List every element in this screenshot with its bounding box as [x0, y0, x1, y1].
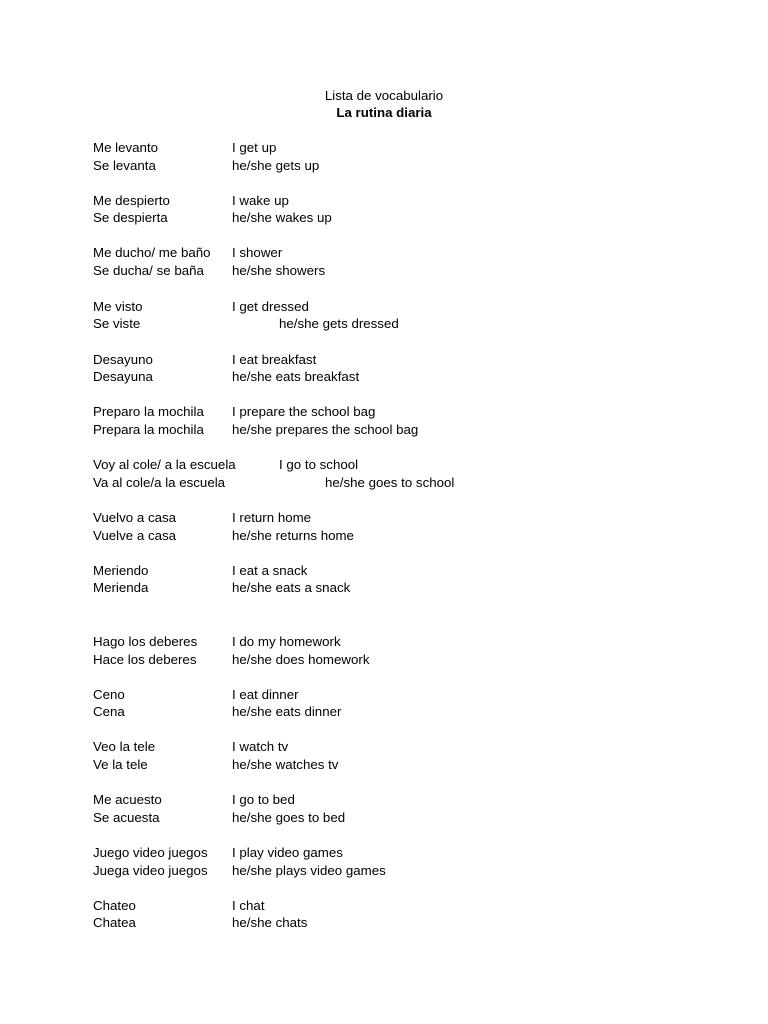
spanish-term: Me acuesto: [93, 792, 162, 807]
vocab-row: [0, 369, 768, 385]
vocab-row: [0, 863, 768, 879]
vocab-row: [0, 687, 768, 703]
spanish-term: Chateo: [93, 898, 136, 913]
english-translation: he/she gets dressed: [279, 316, 399, 331]
vocab-row: [0, 140, 768, 156]
english-translation: I get dressed: [232, 299, 309, 314]
english-translation: he/she prepares the school bag: [232, 422, 419, 437]
spanish-term: Meriendo: [93, 563, 149, 578]
english-translation: he/she chats: [232, 915, 308, 930]
document-subtitle: La rutina diaria: [336, 105, 432, 120]
vocab-row: [0, 915, 768, 931]
vocab-row: [0, 528, 768, 544]
spanish-term: Merienda: [93, 580, 149, 595]
english-translation: I do my homework: [232, 634, 341, 649]
spanish-term: Desayuna: [93, 369, 153, 384]
spanish-term: Juego video juegos: [93, 845, 208, 860]
vocab-row: [0, 316, 768, 332]
spanish-term: Hace los deberes: [93, 652, 197, 667]
english-translation: I eat a snack: [232, 563, 308, 578]
english-translation: I go to bed: [232, 792, 295, 807]
english-translation: I chat: [232, 898, 265, 913]
vocab-row: [0, 580, 768, 596]
vocab-row: [0, 757, 768, 773]
vocab-row: [0, 704, 768, 720]
english-translation: he/she plays video games: [232, 863, 386, 878]
vocab-row: [0, 810, 768, 826]
vocab-row: [0, 263, 768, 279]
spanish-term: Se levanta: [93, 158, 156, 173]
vocab-row: [0, 352, 768, 368]
spanish-term: Vuelve a casa: [93, 528, 177, 543]
english-translation: he/she watches tv: [232, 757, 339, 772]
spanish-term: Cena: [93, 704, 125, 719]
document-title: Lista de vocabulario: [324, 88, 444, 103]
english-translation: he/she eats dinner: [232, 704, 342, 719]
english-translation: I eat breakfast: [232, 352, 317, 367]
spanish-term: Va al cole/a la escuela: [93, 475, 226, 490]
vocab-row: [0, 299, 768, 315]
spanish-term: Se ducha/ se baña: [93, 263, 204, 278]
english-translation: he/she returns home: [232, 528, 354, 543]
spanish-term: Voy al cole/ a la escuela: [93, 457, 236, 472]
spanish-term: Hago los deberes: [93, 634, 198, 649]
spanish-term: Prepara la mochila: [93, 422, 204, 437]
vocab-row: [0, 563, 768, 579]
english-translation: he/she showers: [232, 263, 326, 278]
vocab-row: [0, 404, 768, 420]
english-translation: I prepare the school bag: [232, 404, 376, 419]
english-translation: he/she wakes up: [232, 210, 332, 225]
english-translation: he/she gets up: [232, 158, 320, 173]
spanish-term: Veo la tele: [93, 739, 156, 754]
spanish-term: Me despierto: [93, 193, 170, 208]
spanish-term: Se despierta: [93, 210, 168, 225]
spanish-term: Desayuno: [93, 352, 153, 367]
english-translation: I watch tv: [232, 739, 289, 754]
spanish-term: Me ducho/ me baño: [93, 245, 211, 260]
spanish-term: Me visto: [93, 299, 143, 314]
english-translation: he/she goes to bed: [232, 810, 346, 825]
english-translation: he/she eats a snack: [232, 580, 351, 595]
english-translation: I eat dinner: [232, 687, 299, 702]
vocab-row: [0, 792, 768, 808]
vocab-row: [0, 158, 768, 174]
english-translation: I wake up: [232, 193, 289, 208]
spanish-term: Me levanto: [93, 140, 159, 155]
vocab-row: [0, 457, 768, 473]
spanish-term: Juega video juegos: [93, 863, 208, 878]
english-translation: he/she goes to school: [325, 475, 455, 490]
spanish-term: Ve la tele: [93, 757, 148, 772]
spanish-term: Vuelvo a casa: [93, 510, 177, 525]
spanish-term: Se acuesta: [93, 810, 160, 825]
vocab-row: [0, 245, 768, 261]
vocab-row: [0, 193, 768, 209]
english-translation: he/she does homework: [232, 652, 370, 667]
spanish-term: Ceno: [93, 687, 125, 702]
vocab-row: [0, 475, 768, 491]
spanish-term: Preparo la mochila: [93, 404, 204, 419]
vocab-row: [0, 652, 768, 668]
english-translation: I get up: [232, 140, 277, 155]
english-translation: I go to school: [279, 457, 359, 472]
spanish-term: Se viste: [93, 316, 141, 331]
english-translation: he/she eats breakfast: [232, 369, 360, 384]
vocab-row: [0, 845, 768, 861]
vocab-row: [0, 898, 768, 914]
vocab-row: [0, 422, 768, 438]
vocab-row: [0, 634, 768, 650]
spanish-term: Chatea: [93, 915, 136, 930]
english-translation: I shower: [232, 245, 283, 260]
english-translation: I play video games: [232, 845, 343, 860]
english-translation: I return home: [232, 510, 312, 525]
vocab-row: [0, 739, 768, 755]
vocab-row: [0, 510, 768, 526]
vocab-row: [0, 210, 768, 226]
